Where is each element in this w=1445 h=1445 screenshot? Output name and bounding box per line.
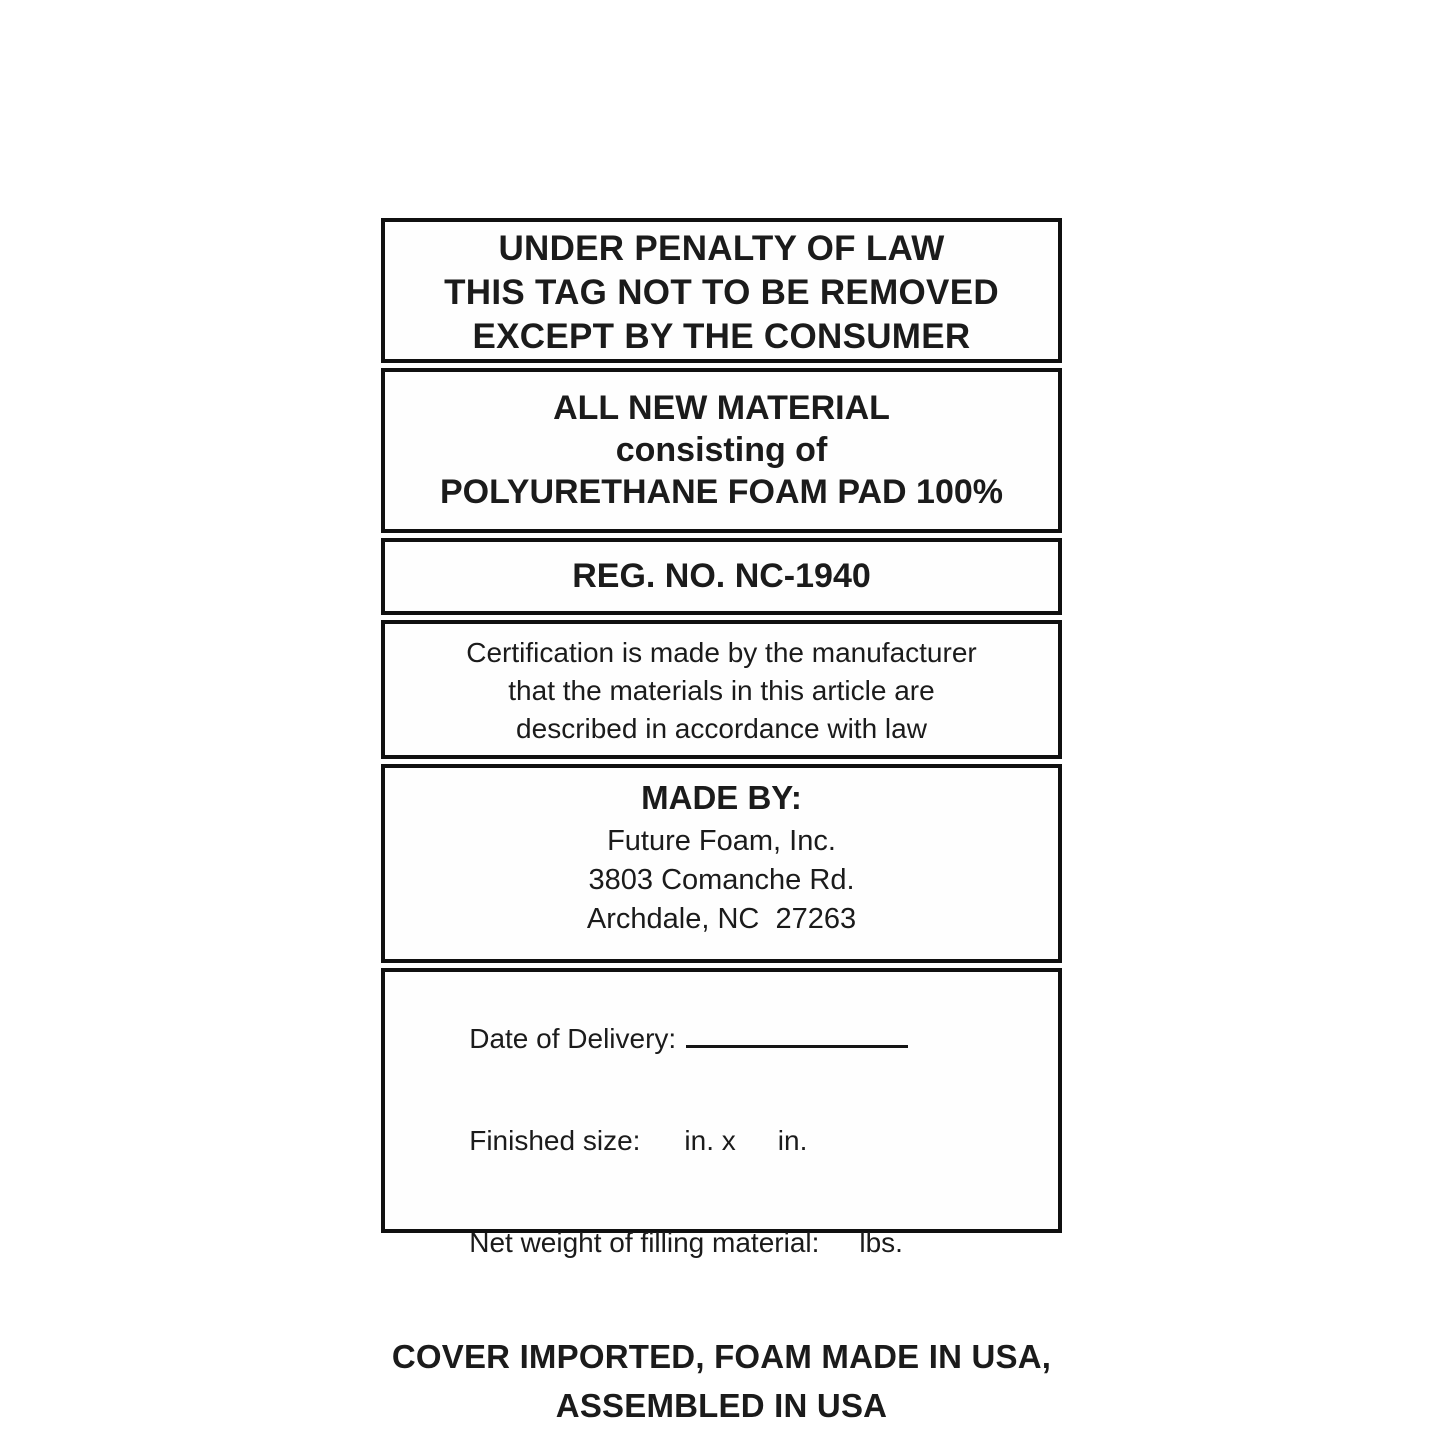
origin-statement <box>385 1332 1058 1430</box>
net-weight-unit: lbs. <box>859 1227 903 1258</box>
law-tag-label <box>381 218 1062 1424</box>
made-by-section <box>381 764 1062 963</box>
material-contents-section <box>381 368 1062 533</box>
manufacturer-name: Future Foam, Inc. <box>607 825 836 857</box>
certification-line: that the materials in this article are <box>508 675 935 706</box>
material-line: ALL NEW MATERIAL <box>553 389 890 427</box>
certification-line: Certification is made by the manufacturer <box>466 637 977 668</box>
net-weight-row <box>385 1192 1058 1294</box>
material-line: consisting of <box>615 431 828 469</box>
delivery-details-section <box>381 968 1062 1424</box>
date-of-delivery-blank <box>686 1023 908 1048</box>
penalty-line: UNDER PENALTY OF LAW <box>498 229 945 268</box>
certification-section <box>381 620 1062 759</box>
origin-statement-line: ASSEMBLED IN USA <box>555 1387 888 1424</box>
manufacturer-street: 3803 Comanche Rd. <box>588 864 855 896</box>
finished-size-row <box>385 1090 1058 1192</box>
finished-size-label: Finished size: <box>469 1125 641 1156</box>
penalty-line: THIS TAG NOT TO BE REMOVED <box>444 273 999 312</box>
origin-statement-line: COVER IMPORTED, FOAM MADE IN USA, <box>391 1338 1052 1375</box>
manufacturer-city-state-zip: Archdale, NC 27263 <box>586 903 857 935</box>
registration-number-section <box>381 538 1062 615</box>
certification-line: described in accordance with law <box>516 713 927 744</box>
material-line: POLYURETHANE FOAM PAD 100% <box>440 473 1003 511</box>
date-of-delivery-label: Date of Delivery: <box>469 1023 677 1054</box>
penalty-notice-section <box>381 218 1062 363</box>
finished-size-unit-length: in. <box>777 1125 808 1156</box>
date-of-delivery-row <box>385 988 1058 1090</box>
net-weight-label: Net weight of filling material: <box>469 1227 820 1258</box>
finished-size-unit-width: in. x <box>684 1125 736 1156</box>
penalty-line: EXCEPT BY THE CONSUMER <box>472 317 971 356</box>
made-by-heading: MADE BY: <box>641 779 802 816</box>
registration-number: REG. NO. NC-1940 <box>572 557 871 595</box>
